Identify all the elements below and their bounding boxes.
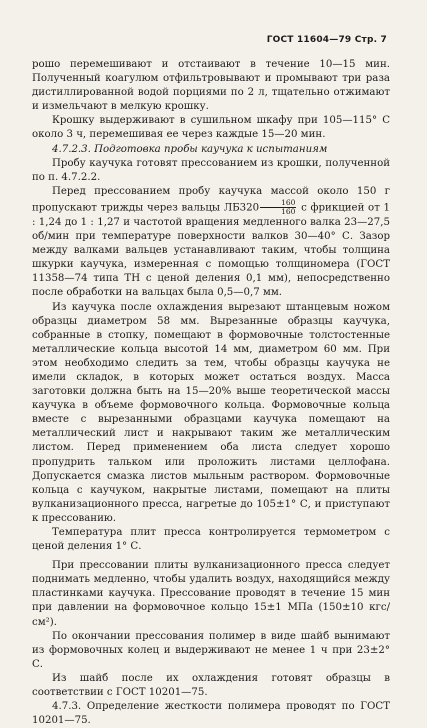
paragraph: Из каучука после охлаждения вырезают штанцевым ножом образцы диаметром 58 мм. Вырезанные образцы каучука, собранные в стопку, помещают в формовочные толстостенные металлические кольца высотой 14 мм, диаметром 60 мм. При этом необходимо следить за тем, чтобы образцы каучука не имели складок, в которых может остаться воздух. Масса заготовки должна быть на 15—20% выше теоретической массы каучука в объеме формовочного кольца. Формовочные кольца вместе с вырезанными образцами каучука помещают на металлический лист и накрывают таким же металлическим листом. Перед применением оба листа следует хорошо пропудрить тальком или проложить листами целлофана. Допускается смазка листов мыльным раствором. Формовочные кольца с каучуком, накрытые листами, помещают на плиты вулканизационного пресса, нагретые до 105±1° С, и приступают к прессованию.	[32, 301, 390, 524]
page-header: ГОСТ 11604—79 Стр. 7	[266, 35, 387, 45]
section-heading-text: 4.7.2.3. Подготовка пробы каучука к испытаниям	[52, 143, 328, 155]
paragraph: 4.7.3. Определение жесткости полимера проводят по ГОСТ 10201—75.	[32, 701, 390, 727]
fraction	[260, 199, 296, 216]
paragraph: рошо перемешивают и отстаивают в течение 10—15 мин. Полученный коагулюм отфильтровывают и промывают три раза дистиллированной водой порциями по 2 л, тщательно отжимают и измельчают в мелкую крошку.	[32, 59, 390, 113]
paragraph: Температура плит пресса контролируется термометром с ценой деления 1° С.	[32, 527, 390, 553]
paragraph-text-after: с фрикцией от 1 : 1,24 до 1 : 1,27 и частотой вращения медленного валка 23—27,5 об/мин при температуре поверхности валков 30—40° С. Зазор между валками вальцев устанавливают таким, чтобы толщина шкурки каучука, измеренная с помощью толщиномера (ГОСТ 11358—74 типа ТН с ценой деления 0,1 мм), непосредственно после обработки на вальцах была 0,5—0,7 мм.	[32, 202, 390, 299]
paragraph: Пробу каучука готовят прессованием из крошки, полученной по п. 4.7.2.2.	[32, 157, 390, 183]
paragraph-with-fraction	[32, 185, 390, 301]
paragraph: Из шайб после их охлаждения готовят образцы в соответствии с ГОСТ 10201—75.	[32, 672, 390, 699]
paragraph: Крошку выдерживают в сушильном шкафу при 105—115° С около 3 ч, перемешивая ее через каждые 15—20 мин.	[32, 115, 390, 141]
fraction-denominator: 160	[281, 206, 296, 216]
fraction-numerator: 160	[260, 199, 296, 208]
section-heading	[32, 143, 390, 157]
paragraph: По окончании прессования полимер в виде шайб вынимают из формовочных колец и выдерживают не менее 1 ч при 23±2° С.	[32, 630, 390, 670]
paragraph-text-before: Перед прессованием пробу каучука массой около 150 г пропускают трижды через вальцы ЛБ320	[32, 185, 390, 214]
document-body	[32, 58, 390, 728]
paragraph: При прессовании плиты вулканизационного пресса следует поднимать медленно, чтобы удалить воздух, находящийся между пластинками каучука. Прессование проводят в течение 15 мин при давлении на формовочное кольцо 15±1 МПа (150±10 кгс/см²).	[32, 560, 390, 628]
